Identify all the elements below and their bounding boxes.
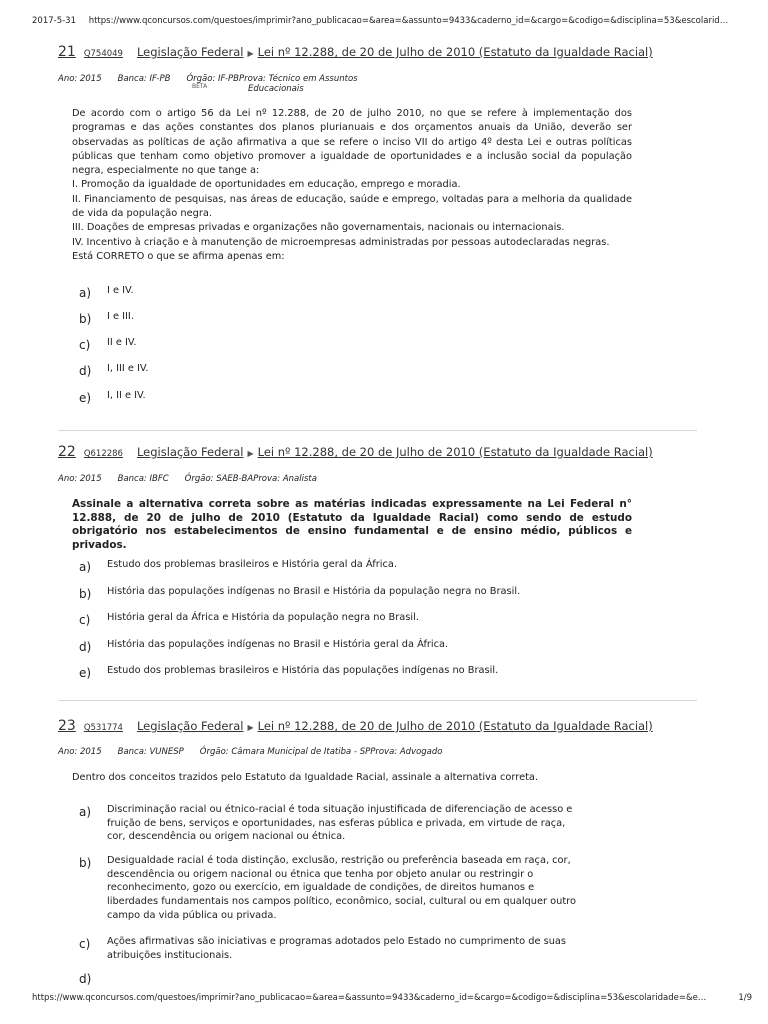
question-organ: Órgão: SAEB-BAProva: Analista	[184, 474, 317, 484]
answer-option[interactable]	[79, 803, 579, 844]
question-meta	[58, 74, 374, 84]
page-counter: 1/9	[738, 993, 752, 1003]
breadcrumb-arrow-icon: ▶	[247, 723, 254, 732]
question-organ: Órgão: IF-PBProva: Técnico em Assuntos	[186, 74, 358, 84]
answer-option[interactable]	[79, 664, 579, 680]
question-board: Banca: IBFC	[117, 474, 169, 484]
option-text: I e IV.	[107, 285, 134, 296]
option-letter: e)	[79, 666, 92, 680]
option-letter: e)	[79, 391, 92, 405]
option-text: I e III.	[107, 311, 134, 322]
subject-link[interactable]: Legislação Federal	[136, 45, 244, 59]
breadcrumb-arrow-icon: ▶	[247, 449, 254, 458]
option-text: Desigualdade racial é toda distinção, exclusão, restrição ou preferência baseada em raça, cor, descendência ou origem nacional ou étnica que tenha por objeto anular ou restringir o reconhecimento, gozo ou exercício, em igualdade de condições, de direitos humanos e liberdades fundamentais nos campos político, econômico, social, cultural ou em qualquer outro campo da vida pública ou privada.	[107, 855, 576, 921]
statement-paragraph: De acordo com o artigo 56 da Lei nº 12.288, de 20 de julho 2010, no que se refere à implementação dos programas e das ações constantes dos planos plurianuais e dos orçamentos anuais da União, deverão ser observadas as políticas de ação afirmativa a que se refere o inciso VII do artigo 4º desta Lei e outras políticas públicas que tenham como objetivo promover a igualdade de oportunidades e a inclusão social da população negra, especialmente no que tange a:	[72, 108, 632, 177]
option-text: Estudo dos problemas brasileiros e História geral da África.	[107, 559, 397, 570]
option-text: História das populações indígenas no Brasil e História geral da África.	[107, 639, 449, 650]
question-organ-continued	[248, 84, 320, 94]
question-number[interactable]: 21	[58, 44, 76, 60]
question-code-link[interactable]: Q612286	[83, 449, 123, 459]
statement-item: II. Financiamento de pesquisas, nas áreas de educação, saúde e emprego, voltadas para a melhoria da qualidade de vida da população negra.	[72, 193, 632, 220]
answer-option[interactable]	[79, 970, 579, 986]
option-letter: a)	[79, 286, 92, 300]
option-text: Ações afirmativas são iniciativas e programas adotados pelo Estado no cumprimento de suas atribuições institucionais.	[107, 936, 567, 961]
question-board: Banca: VUNESP	[117, 747, 184, 757]
option-letter: a)	[79, 805, 92, 819]
topic-link[interactable]: Lei nº 12.288, de 20 de Julho de 2010 (Estatuto da Igualdade Racial)	[257, 719, 653, 733]
option-letter: d)	[79, 364, 92, 378]
statement-item: III. Doações de empresas privadas e organizações não governamentais, nacionais ou internacionais.	[72, 222, 565, 234]
option-letter: b)	[79, 587, 92, 601]
answer-option[interactable]	[79, 638, 579, 654]
option-letter: d)	[79, 972, 92, 986]
topic-link[interactable]: Lei nº 12.288, de 20 de Julho de 2010 (Estatuto da Igualdade Racial)	[257, 45, 653, 59]
question-header	[58, 718, 653, 734]
question-header	[58, 44, 653, 60]
option-text	[107, 970, 579, 986]
answer-option[interactable]	[79, 310, 579, 326]
breadcrumb-arrow-icon: ▶	[247, 49, 254, 58]
print-url: https://www.qconcursos.com/questoes/imprimir?ano_publicacao=&area=&assunto=9433&caderno_id=&cargo=&codigo=&disciplina=53&escolarid…	[88, 16, 729, 26]
print-footer-url: https://www.qconcursos.com/questoes/imprimir?ano_publicacao=&area=&assunto=9433&caderno_id=&cargo=&codigo=&disciplina=53&escolaridade=&e…	[32, 993, 707, 1003]
option-text: Estudo dos problemas brasileiros e História das populações indígenas no Brasil.	[107, 665, 499, 676]
answer-option[interactable]	[79, 854, 579, 923]
question-organ-line2: Educacionais	[248, 84, 304, 94]
answer-option[interactable]	[79, 336, 579, 352]
option-letter: c)	[79, 937, 91, 951]
question-board: Banca: IF-PB	[117, 74, 171, 84]
question-meta	[58, 474, 333, 484]
question-code-link[interactable]: Q754049	[83, 49, 123, 59]
print-date: 2017-5-31	[32, 16, 76, 26]
option-text: Discriminação racial ou étnico-racial é toda situação injustificada de diferenciação de acesso e fruição de bens, serviços e oportunidades, nas esferas pública e privada, em virtude de raça, cor, descendência ou origem nacional ou étnica.	[107, 804, 573, 843]
option-letter: a)	[79, 560, 92, 574]
statement-prompt: Está CORRETO o que se afirma apenas em:	[72, 250, 285, 262]
statement-item: I. Promoção da igualdade de oportunidades em educação, emprego e moradia.	[72, 179, 461, 191]
question-statement: Dentro dos conceitos trazidos pelo Estatuto da Igualdade Racial, assinale a alternativa correta.	[72, 772, 539, 783]
option-text: I, II e IV.	[107, 390, 146, 401]
question-year: Ano: 2015	[58, 474, 102, 484]
question-divider	[58, 430, 697, 431]
question-divider	[58, 700, 697, 701]
subject-link[interactable]: Legislação Federal	[136, 719, 244, 733]
question-year: Ano: 2015	[58, 74, 102, 84]
option-letter: d)	[79, 640, 92, 654]
option-letter: b)	[79, 856, 92, 870]
question-meta	[58, 747, 458, 757]
subject-link[interactable]: Legislação Federal	[136, 445, 244, 459]
question-year: Ano: 2015	[58, 747, 102, 757]
option-text: História geral da África e História da população negra no Brasil.	[107, 612, 419, 623]
topic-link[interactable]: Lei nº 12.288, de 20 de Julho de 2010 (Estatuto da Igualdade Racial)	[257, 445, 653, 459]
question-number[interactable]: 23	[58, 718, 76, 734]
print-header	[32, 16, 752, 26]
option-text: História das populações indígenas no Brasil e História da população negra no Brasil.	[107, 586, 521, 597]
answer-option[interactable]	[79, 389, 579, 405]
question-number[interactable]: 22	[58, 444, 76, 460]
answer-option[interactable]	[79, 558, 579, 574]
question-organ: Órgão: Câmara Municipal de Itatiba - SPProva: Advogado	[199, 747, 443, 757]
option-letter: b)	[79, 312, 92, 326]
answer-option[interactable]	[79, 585, 579, 601]
question-code-link[interactable]: Q531774	[83, 723, 123, 733]
beta-badge: BETA	[192, 83, 208, 90]
question-header	[58, 444, 653, 460]
question-statement	[72, 107, 632, 264]
option-text: I, III e IV.	[107, 363, 149, 374]
answer-option[interactable]	[79, 284, 579, 300]
print-footer	[32, 993, 752, 1003]
question-statement: Assinale a alternativa correta sobre as matérias indicadas expressamente na Lei Federal n° 12.888, de 20 de julho de 2010 (Estatuto da Igualdade Racial) como sendo de estudo obrigatório nos estabelecimentos de ensino fundamental e de ensino médio, públicos e privados.	[72, 498, 632, 551]
option-letter: c)	[79, 338, 91, 352]
statement-item: IV. Incentivo à criação e à manutenção de microempresas administradas por pessoas autodeclaradas negras.	[72, 236, 610, 248]
option-text: II e IV.	[107, 337, 137, 348]
option-letter: c)	[79, 613, 91, 627]
answer-option[interactable]	[79, 611, 579, 627]
answer-option[interactable]	[79, 362, 579, 378]
answer-option[interactable]	[79, 935, 579, 962]
